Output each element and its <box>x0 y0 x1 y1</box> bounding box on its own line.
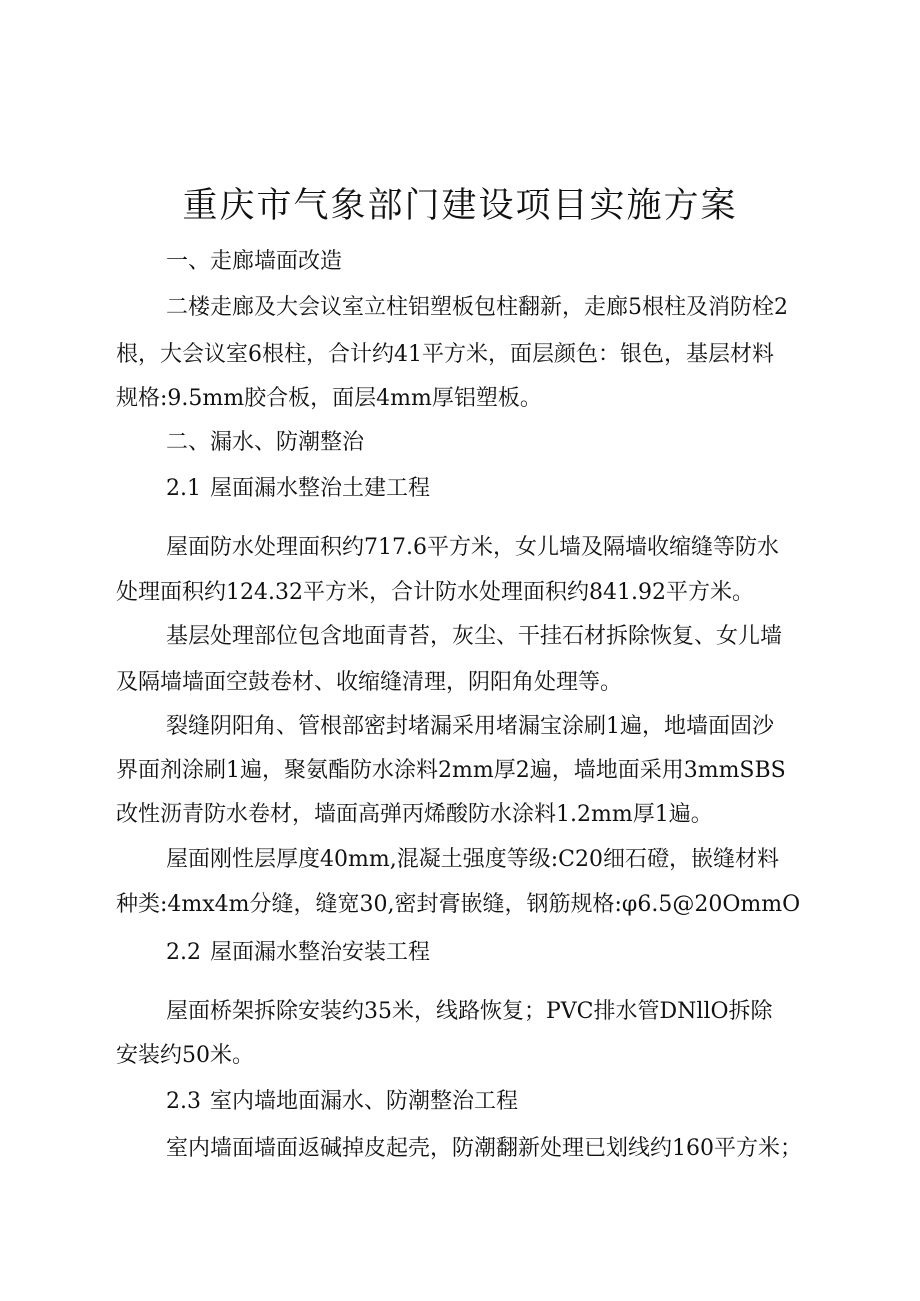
subsection-title: 室内墙地面漏水、防潮整治工程 <box>210 1089 519 1114</box>
paragraph-line: 裂缝阴阳角、管根部密封堵漏采用堵漏宝涂刷1遍，地墙面固沙 <box>166 714 774 739</box>
paragraph-line: 室内墙面墙面返碱掉皮起壳，防潮翻新处理已划线约160平方米； <box>166 1136 802 1161</box>
subsection-title: 屋面漏水整治安装工程 <box>210 940 431 965</box>
paragraph-line: 屋面刚性层厚度40mm,混凝土强度等级:C20细石磴，嵌缝材料 <box>166 847 779 872</box>
paragraph-line: 及隔墙墙面空鼓卷材、收缩缝清理，阴阳角处理等。 <box>116 670 623 695</box>
section-heading-1: 一、走廊墙面改造 <box>166 249 343 274</box>
document-title: 重庆市气象部门建设项目实施方案 <box>182 186 738 226</box>
paragraph-line: 二楼走廊及大会议室立柱铝塑板包柱翻新，走廊5根柱及消防栓2 <box>166 295 788 320</box>
paragraph-line: 屋面防水处理面积约717.6平方米，女儿墙及隔墙收缩缝等防水 <box>166 535 779 560</box>
paragraph-line: 界面剂涂刷1遍，聚氨酯防水涂料2mm厚2遍，墙地面采用3mmSBS <box>116 758 786 783</box>
subsection-heading-2-1 <box>166 474 430 504</box>
paragraph-line: 改性沥青防水卷材，墙面高弹丙烯酸防水涂料1.2mm厚1遍。 <box>116 802 713 827</box>
subsection-number: 2.3 <box>166 1089 201 1114</box>
paragraph-line: 规格:9.5mm胶合板，面层4mm厚铝塑板。 <box>116 386 542 411</box>
paragraph-line: 处理面积约124.32平方米，合计防水处理面积约841.92平方米。 <box>116 580 754 605</box>
subsection-number: 2.1 <box>166 476 201 501</box>
subsection-heading-2-3 <box>166 1087 518 1117</box>
paragraph-line: 屋面桥架拆除安装约35米，线路恢复；PVC排水管DNllO拆除 <box>166 999 773 1024</box>
paragraph-line: 基层处理部位包含地面青苔，灰尘、干挂石材拆除恢复、女儿墙 <box>166 624 783 649</box>
subsection-number: 2.2 <box>166 940 201 965</box>
paragraph-line: 安装约50米。 <box>116 1043 254 1068</box>
paragraph-line: 种类:4mx4m分缝，缝宽30,密封膏嵌缝，钢筋规格:φ6.5@20OmmO <box>116 892 801 917</box>
paragraph-line: 根，大会议室6根柱，合计约41平方米，面层颜色：银色，基层材料 <box>116 342 774 367</box>
subsection-heading-2-2 <box>166 938 430 968</box>
subsection-title: 屋面漏水整治土建工程 <box>210 476 431 501</box>
section-heading-2: 二、漏水、防潮整治 <box>166 430 365 455</box>
